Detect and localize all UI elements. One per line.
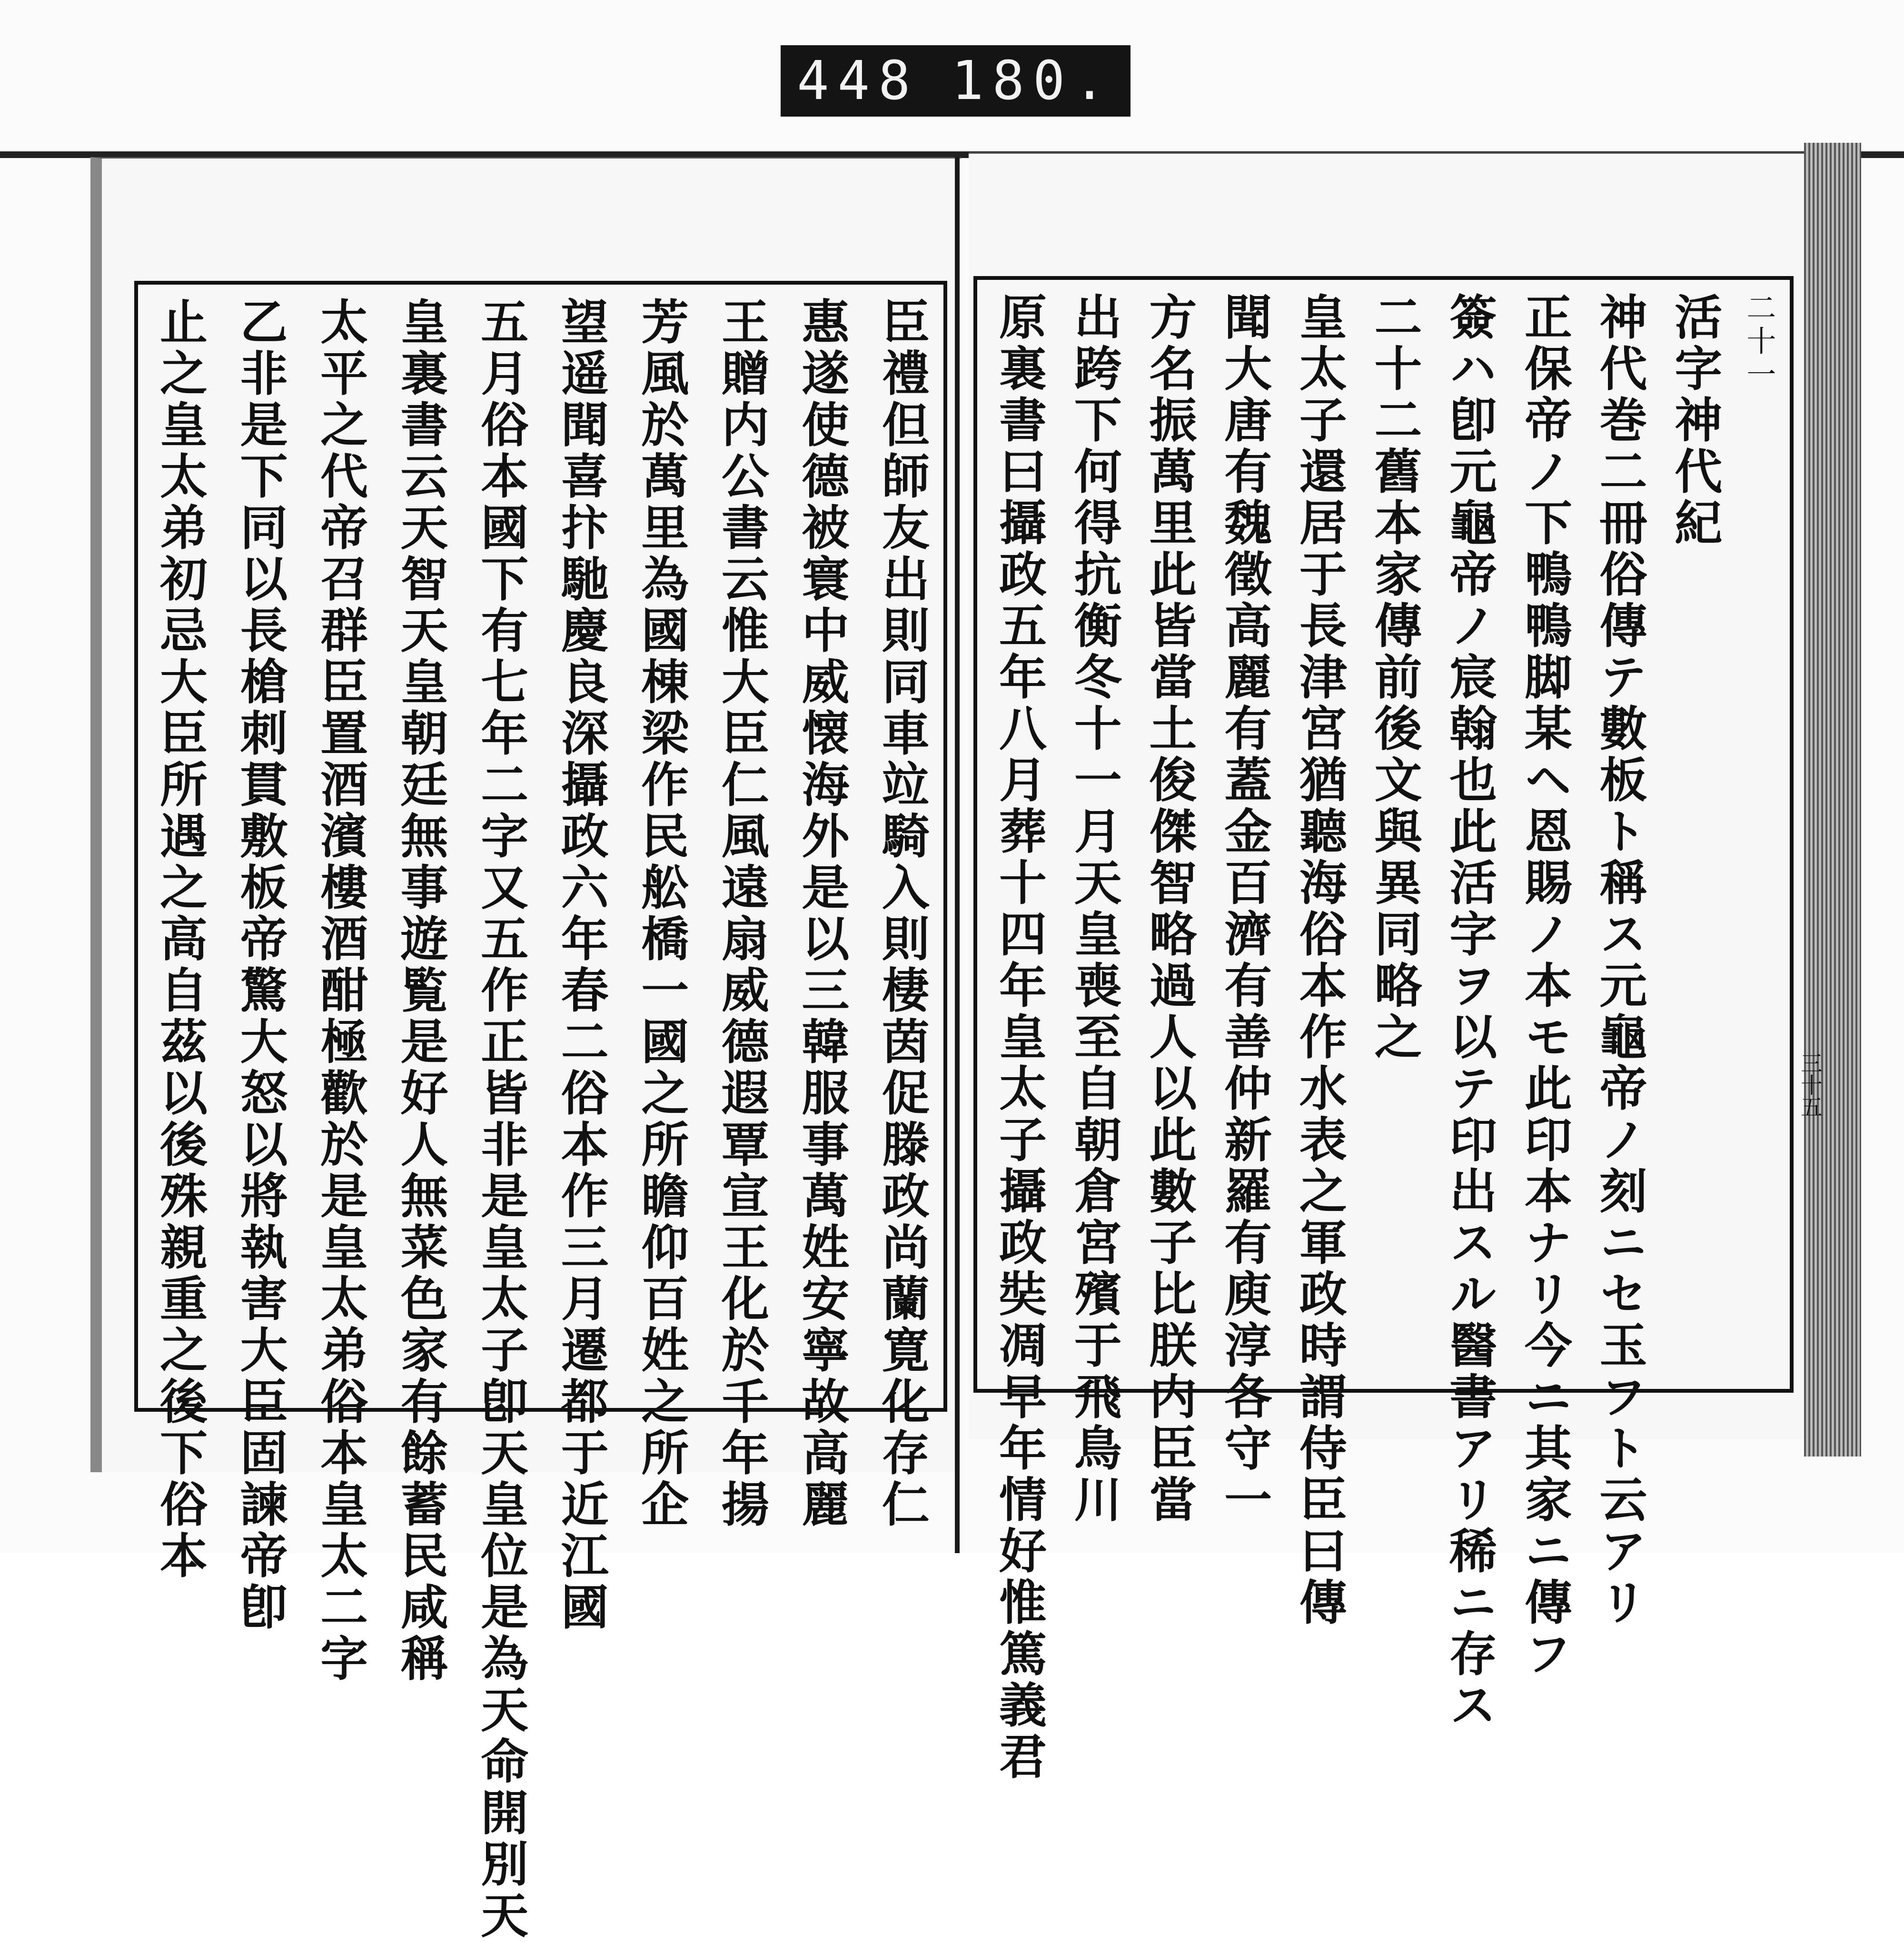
right-text-columns <box>977 280 1790 1783</box>
left-column: 止之皇太弟初忌大臣所遇之高自茲以後殊親重之後下俗本 <box>152 297 208 1582</box>
right-column: 原裏書曰攝政五年八月葬十四年皇太子攝政奘凋早年情好惟篤義君 <box>991 292 1047 1783</box>
page-edges <box>1804 143 1861 1456</box>
left-column: 皇裏書云天智天皇朝廷無事遊覧是好人無菜色家有餘蓄民咸稱 <box>392 297 449 1685</box>
right-column: 二十二舊本家傳前後文與異同略之 <box>1366 292 1423 1063</box>
right-column: 皇太子還居于長津宮猶聽海俗本作水表之軍政時謂侍臣曰傳 <box>1291 292 1348 1629</box>
page-title: 活字神代紀 <box>1666 292 1723 549</box>
left-column: 芳風於萬里為國棟梁作民舩橋一國之所瞻仰百姓之所企 <box>633 297 690 1531</box>
left-column: 惠遂使德被寰中威懐海外是以三韓服事萬姓安寧故高麗 <box>793 297 850 1531</box>
left-text-columns <box>138 285 943 1942</box>
right-column: 聞大唐有魏徵高麗有蓋金百濟有善仲新羅有庾淳各守一 <box>1216 292 1273 1526</box>
scan-label-left: 448 <box>797 50 919 112</box>
left-text-frame <box>134 281 947 1942</box>
book-gutter <box>955 157 960 1553</box>
left-column: 乙非是下同以長槍刺貫敷板帝驚大怒以將執害大臣固諫帝卽 <box>232 297 288 1634</box>
left-column: 太平之代帝召群臣置酒濱樓酒酣極歡於是皇太弟俗本皇太二字 <box>312 297 369 1685</box>
left-column: 望遥聞喜抃馳慶良深攝政六年春二俗本作三月遷都于近江國 <box>553 297 609 1634</box>
scan-label <box>781 45 1130 117</box>
right-column: 神代巻二冊俗傳テ數板ト稱ス元龜帝ノ刻ニセ玉フト云アリ <box>1591 292 1648 1629</box>
left-column: 五月俗本國下有七年二字又五作正皆非是皇太子卽天皇位是為天命開別天 <box>473 297 529 1942</box>
right-column: 正保帝ノ下鴨鴨脚某ヘ恩賜ノ本モ此印本ナリ今ニ其家ニ傳フ <box>1516 292 1573 1680</box>
right-text-frame <box>973 276 1794 1783</box>
section-number: 二十一 <box>1741 292 1776 392</box>
right-column: 方名振萬里此皆當土俊傑智略過人以此數子比朕内臣當 <box>1141 292 1198 1526</box>
left-column: 王贈内公書云惟大臣仁風遠扇威德遐覃宣王化於千年揚 <box>713 297 770 1531</box>
right-column: 出跨下何得抗衡冬十一月天皇喪至自朝倉宮殯于飛鳥川 <box>1066 292 1122 1526</box>
scan-label-right: 180. <box>952 50 1114 112</box>
right-column: 簽ハ卽元龜帝ノ宸翰也此活字ヲ以テ印出スル醫書アリ稀ニ存ス <box>1441 292 1498 1732</box>
left-column: 臣禮但師友出則同車竝騎入則棲茵促滕政尚蘭寛化存仁 <box>873 297 930 1531</box>
margin-page-number: 三十五 <box>1797 1052 1823 1118</box>
